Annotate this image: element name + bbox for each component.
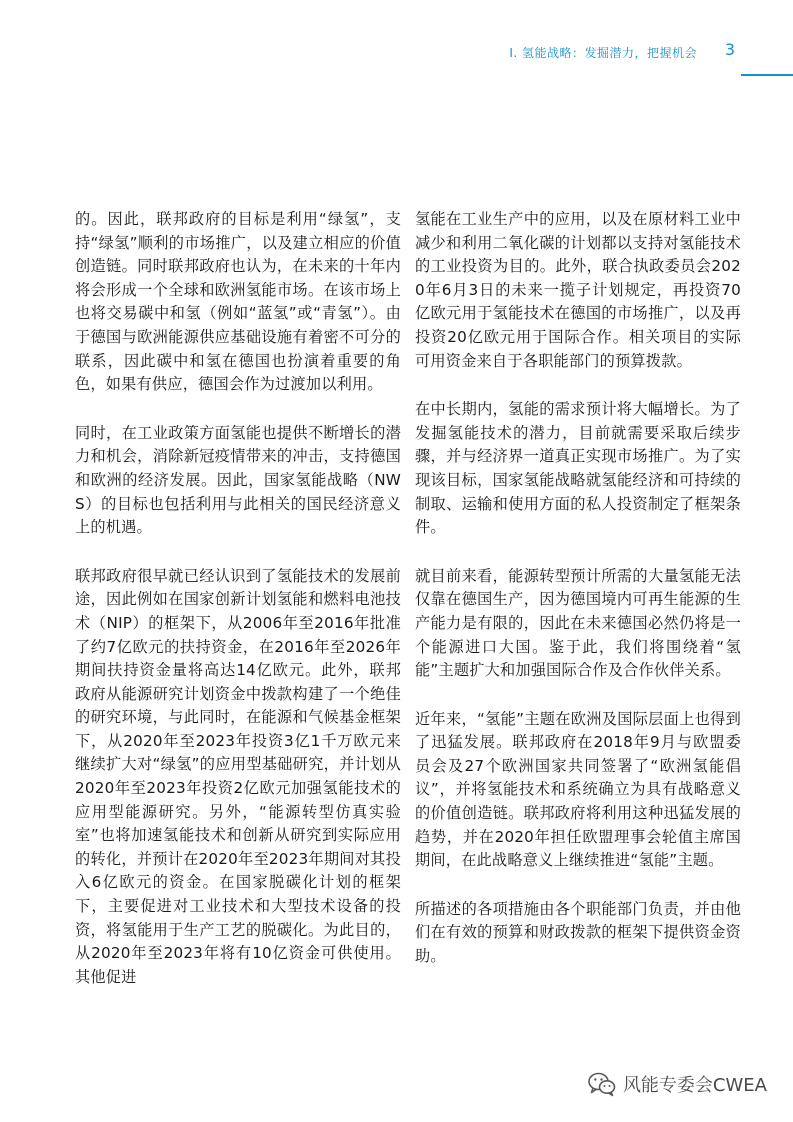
section-title: I. 氢能战略：发掘潜力，把握机会	[509, 46, 697, 60]
paragraph: 近年来，“氢能”主题在欧洲及国际层面上也得到了迅猛发展。联邦政府在2018年9月与欧盟委员会及27个欧洲国家共同签署了“欧洲氢能倡议”，并将氢能技术和系统确立为具有战略意义的价值创造链。联邦政府将利用这种迅猛发展的趋势，并在2020年担任欧盟理事会轮值主席国期间，在此战略意义上继续推进“氢能”主题。	[415, 709, 741, 870]
paragraph: 的。因此，联邦政府的目标是利用“绿氢”，支持“绿氢”顺利的市场推广，以及建立相应的价值创造链。同时联邦政府也认为，在未来的十年内将会形成一个全球和欧洲氢能市场。在该市场上也将交易碳中和氢（例如“蓝氢”或“青氢”）。由于德国与欧洲能源供应基础设施有着密不可分的联系，因此碳中和氢在德国也扮演着重要的角色，如果有供应，德国会作为过渡加以利用。	[75, 210, 401, 394]
paragraph: 在中长期内，氢能的需求预计将大幅增长。为了发掘氢能技术的潜力，目前就需要采取后续步骤，并与经济界一道真正实现市场推广。为了实现该目标，国家氢能战略就氢能经济和可持续的制取、运输和使用方面的私人投资制定了框架条件。	[415, 400, 741, 537]
page-number: 3	[724, 40, 735, 59]
page-header	[0, 0, 793, 80]
left-column	[75, 208, 401, 1014]
paragraph: 联邦政府很早就已经认识到了氢能技术的发展前途，因此例如在国家创新计划氢能和燃料电池技术（NIP）的框架下，从2006年至2016年批准了约7亿欧元的扶持资金，在2016年至2026年期间扶持资金量将高达14亿欧元。此外，联邦政府从能源研究计划资金中拨款构建了一个绝佳的研究环境，与此同时，在能源和气候基金框架下，从2020年至2023年投资3亿1千万欧元来继续扩大对“绿氢”的应用型基础研究，并计划从2020年至2023年投资2亿欧元加强氢能技术的应用型能源研究。另外，“能源转型仿真实验室”也将加速氢能技术和创新从研究到实际应用的转化，并预计在2020年至2023年期间对其投入6亿欧元的资金。在国家脱碳化计划的框架下，主要促进对工业技术和大型技术设备的投资，将氢能用于生产工艺的脱碳化。为此目的，从2020年至2023年将有10亿资金可供使用。其他促进	[75, 566, 401, 986]
paragraph: 氢能在工业生产中的应用，以及在原材料工业中减少和利用二氧化碳的计划都以支持对氢能技术的工业投资为目的。此外，联合执政委员会2020年6月3日的未来一揽子计划规定，再投资70亿欧元用于氢能技术在德国的市场推广，以及再投资20亿欧元用于国际合作。相关项目的实际可用资金来自于各职能部门的预算拨款。	[415, 210, 741, 370]
wechat-icon	[587, 1071, 617, 1097]
watermark	[587, 1070, 767, 1098]
header-rule	[741, 74, 793, 76]
paragraph: 就目前来看，能源转型预计所需的大量氢能无法仅靠在德国生产，因为德国境内可再生能源的生产能力是有限的，因此在未来德国必然仍将是一个能源进口大国。鉴于此，我们将围绕着“氢能”主题扩大和加强国际合作及合作伙伴关系。	[415, 566, 741, 680]
paragraph: 同时，在工业政策方面氢能也提供不断增长的潜力和机会，消除新冠疫情带来的冲击，支持德国和欧洲的经济发展。因此，国家氢能战略（NWS）的目标也包括利用与此相关的国民经济意义上的机遇。	[75, 423, 401, 537]
paragraph: 所描述的各项措施由各个职能部门负责，并由他们在有效的预算和财政拨款的框架下提供资金资助。	[415, 899, 741, 966]
watermark-text: 风能专委会CWEA	[622, 1075, 767, 1096]
right-column	[415, 208, 741, 994]
